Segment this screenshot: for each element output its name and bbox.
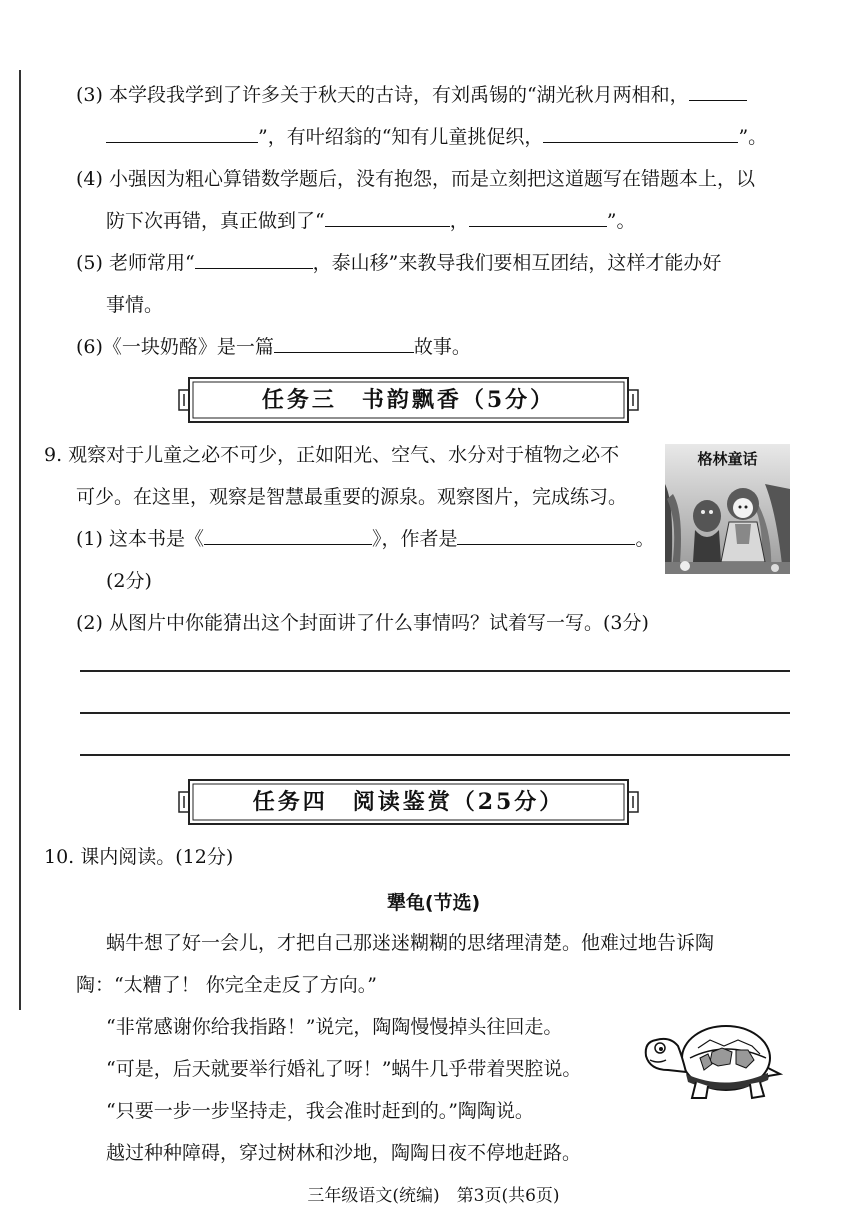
q10-heading-text: 10. 课内阅读。(12分) xyxy=(44,846,234,868)
q8-item4-blank1[interactable] xyxy=(325,208,450,227)
q8-item4-line1 xyxy=(76,166,755,192)
task3-title: 任务三 书韵飘香（5分） xyxy=(261,387,556,413)
passage-p4-text: “只要一步一步坚持走，我会准时赶到的。”陶陶说。 xyxy=(106,1100,534,1122)
passage-p2-text: “非常感谢你给我指路！”说完，陶陶慢慢掉头往回走。 xyxy=(106,1016,563,1038)
q8-item6-text-a: (6)《一块奶酪》是一篇 xyxy=(76,336,274,358)
passage-p1-line2 xyxy=(76,972,377,998)
q8-item5-line1 xyxy=(76,250,721,276)
q8-item3-blank1[interactable] xyxy=(689,82,747,101)
passage-p4 xyxy=(106,1098,534,1124)
turtle-illustration xyxy=(638,1012,783,1104)
q9-item2-line xyxy=(76,610,649,636)
q9-item1-text-b: 》，作者是 xyxy=(371,528,458,550)
passage-p5-text: 越过种种障碍，穿过树林和沙地，陶陶日夜不停地赶路。 xyxy=(106,1142,582,1164)
q9-text-line1: 9. 观察对于儿童之必不可少，正如阳光、空气、水分对于植物之必不 xyxy=(44,444,620,466)
q10-heading xyxy=(44,844,233,870)
q8-item5-text-b: ，泰山移”来教导我们要相互团结，这样才能办好 xyxy=(312,252,722,274)
q9-item1-text-c: 。 xyxy=(635,528,655,550)
passage-p2 xyxy=(106,1014,562,1040)
binding-margin-line xyxy=(19,70,21,1010)
q9-author-blank[interactable] xyxy=(457,526,635,545)
passage-title: 犟龟(节选) xyxy=(386,892,481,914)
q8-item4-text-d: ”。 xyxy=(606,210,636,232)
page-footer: 三年级语文(统编) 第3页(共6页) xyxy=(307,1186,560,1206)
q9-item2-text: (2) 从图片中你能猜出这个封面讲了什么事情吗？试着写一写。(3分) xyxy=(76,612,649,634)
q8-item3-text-c: ”。 xyxy=(738,126,768,148)
book-cover-title: 格林童话 xyxy=(697,450,758,468)
q9-item1-score-text: (2分) xyxy=(106,570,152,592)
q8-item5-blank[interactable] xyxy=(195,250,313,269)
task4-title: 任务四 阅读鉴赏（25分） xyxy=(252,789,565,815)
q9-line1 xyxy=(44,442,619,468)
answer-line-1[interactable] xyxy=(80,670,790,672)
q8-item4-text-a: (4) 小强因为粗心算错数学题后，没有抱怨，而是立刻把这道题写在错题本上，以 xyxy=(76,168,755,190)
q8-item3-blank1-cont[interactable] xyxy=(106,124,258,143)
passage-p5 xyxy=(106,1140,581,1166)
task4-banner xyxy=(175,778,642,826)
q8-item4-text-b: 防下次再错，真正做到了“ xyxy=(106,210,325,232)
q8-item4-blank2[interactable] xyxy=(469,208,607,227)
q9-item1-text-a: (1) 这本书是《 xyxy=(76,528,204,550)
passage-p1-text-a: 蜗牛想了好一会儿，才把自己那迷迷糊糊的思绪理清楚。他难过地告诉陶 xyxy=(106,932,715,954)
passage-p3-text: “可是，后天就要举行婚礼了呀！”蜗牛几乎带着哭腔说。 xyxy=(106,1058,582,1080)
answer-line-2[interactable] xyxy=(80,712,790,714)
q8-item3-text-b: ”，有叶绍翁的“知有儿童挑促织， xyxy=(258,126,544,148)
book-cover-image xyxy=(665,444,790,574)
turtle-icon xyxy=(638,1012,783,1104)
passage-p1-line1 xyxy=(106,930,714,956)
q9-item1-score xyxy=(106,568,152,594)
passage-p1-text-b: 陶：“太糟了！ 你完全走反了方向。” xyxy=(76,974,377,996)
q9-item1-line xyxy=(76,526,655,552)
q8-item3-line2 xyxy=(106,124,767,150)
answer-line-3[interactable] xyxy=(80,754,790,756)
q8-item5-text-a: (5) 老师常用“ xyxy=(76,252,195,274)
passage-p3 xyxy=(106,1056,581,1082)
q8-item5-text-c: 事情。 xyxy=(106,294,164,316)
q8-item4-line2 xyxy=(106,208,635,234)
q8-item5-line2 xyxy=(106,292,163,318)
q8-item4-text-c: ， xyxy=(449,210,469,232)
q8-item3-text-a: (3) 本学段我学到了许多关于秋天的古诗，有刘禹锡的“湖光秋月两相和， xyxy=(76,84,689,106)
q8-item6-blank[interactable] xyxy=(274,334,414,353)
q9-book-title-blank[interactable] xyxy=(204,526,372,545)
q8-item3-blank2[interactable] xyxy=(543,124,738,143)
q8-item6-line xyxy=(76,334,471,360)
task3-banner xyxy=(175,376,642,424)
q8-item3-line1 xyxy=(76,82,747,108)
q8-item6-text-b: 故事。 xyxy=(413,336,471,358)
q9-text-line2: 可少。在这里，观察是智慧最重要的源泉。观察图片，完成练习。 xyxy=(76,486,628,508)
q9-line2 xyxy=(76,484,627,510)
